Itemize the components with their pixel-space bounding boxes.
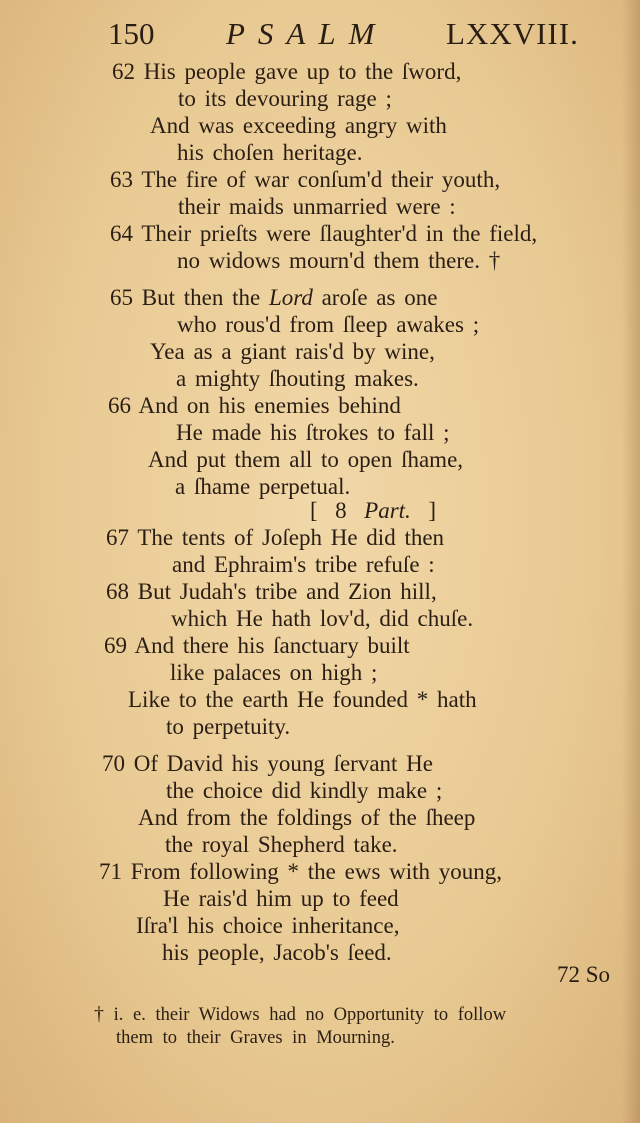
verse-line: 69 And there his ſanctuary built bbox=[104, 633, 410, 658]
verse-line: 65 But then the Lord aroſe as one bbox=[110, 285, 438, 310]
verse-line: who rous'd from ſleep awakes ; bbox=[177, 312, 480, 337]
verse-line: 71 From following * the ews with young, bbox=[99, 859, 503, 884]
verse-line: the choice did kindly make ; bbox=[166, 778, 443, 803]
verse-line: which He hath lov'd, did chuſe. bbox=[171, 606, 474, 631]
verse-line: 62 His people gave up to the ſword, bbox=[112, 59, 462, 84]
footnote-mark: † bbox=[94, 1003, 104, 1025]
verse-line: their maids unmarried were : bbox=[178, 194, 456, 219]
verse-line: the royal Shepherd take. bbox=[165, 832, 398, 857]
verse-line: 70 Of David his young ſervant He bbox=[102, 751, 433, 776]
verse-line: He rais'd him up to feed bbox=[163, 886, 399, 911]
verse-line: And from the foldings of the ſheep bbox=[138, 805, 476, 830]
verse-line: his choſen heritage. bbox=[177, 140, 363, 165]
part-heading: [ 8 Part. ] bbox=[310, 498, 436, 523]
verse-line: Like to the earth He founded * hath bbox=[128, 687, 477, 712]
verse-line-text: no widows mourn'd them there. bbox=[177, 248, 480, 273]
lord-word: Lord bbox=[268, 285, 313, 310]
verse-line: And was exceeding angry with bbox=[150, 113, 447, 138]
verse-line: And put them all to open ſhame, bbox=[148, 447, 464, 472]
verse-line: 68 But Judah's tribe and Zion hill, bbox=[106, 579, 437, 604]
verse-line bbox=[177, 247, 500, 274]
footnote-reference-mark: † bbox=[488, 248, 501, 273]
verse-line: Iſra'l his choice inheritance, bbox=[136, 913, 400, 938]
running-title: PSALM bbox=[226, 16, 388, 51]
verse-line: 63 The fire of war conſum'd their youth, bbox=[110, 167, 501, 192]
verse-line: Yea as a giant rais'd by wine, bbox=[150, 339, 435, 364]
verse-line: to its devouring rage ; bbox=[178, 86, 392, 111]
verse-line: like palaces on high ; bbox=[170, 660, 378, 685]
verse-line: 67 The tents of Joſeph He did then bbox=[106, 525, 445, 550]
page-header bbox=[108, 14, 578, 54]
verse-line: He made his ſtrokes to fall ; bbox=[176, 420, 450, 445]
footnote-line: them to their Graves in Mourning. bbox=[116, 1028, 395, 1048]
verse-line: 66 And on his enemies behind bbox=[108, 393, 401, 418]
psalm-number: LXXVIII. bbox=[446, 16, 579, 51]
verse-line: his people, Jacob's ſeed. bbox=[162, 940, 392, 965]
verse-line: and Ephraim's tribe refuſe : bbox=[172, 552, 435, 577]
footnote-text: i. e. their Widows had no Opportunity to follow bbox=[113, 1005, 507, 1025]
page-number: 150 bbox=[108, 16, 155, 51]
footnote-line bbox=[94, 1003, 506, 1026]
verse-line: a mighty ſhouting makes. bbox=[176, 366, 419, 391]
verse-line: 64 Their prieſts were ſlaughter'd in the field, bbox=[110, 221, 538, 246]
verse-line: a ſhame perpetual. bbox=[175, 474, 351, 499]
verse-line: to perpetuity. bbox=[166, 714, 291, 739]
catchword: 72 So bbox=[557, 962, 611, 987]
